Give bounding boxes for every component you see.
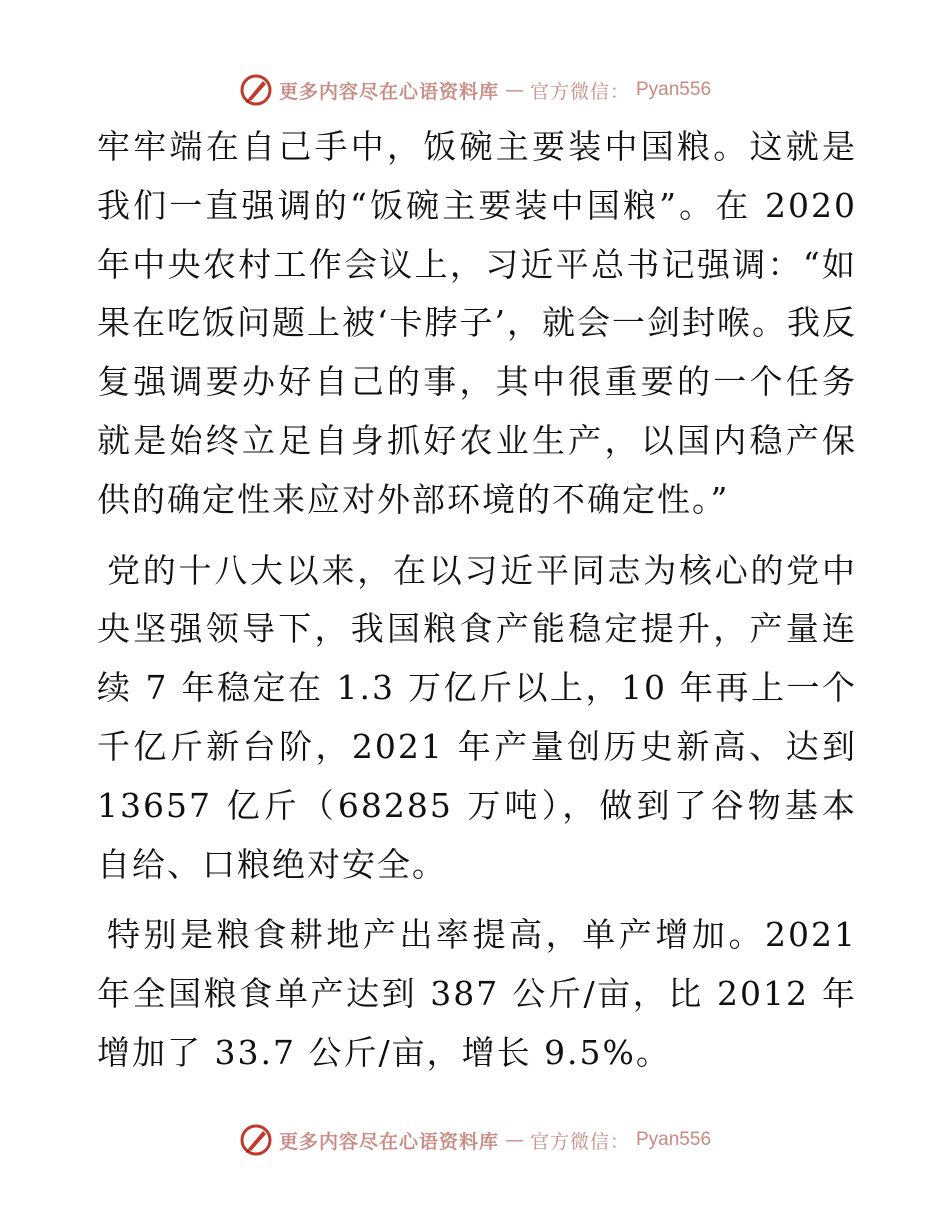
document-body (97, 118, 857, 1083)
watermark-main-text: 更多内容尽在心语资料库 (278, 80, 499, 103)
paragraph-1: 牢牢端在自己手中，饭碗主要装中国粮。这就是我们一直强调的“饭碗主要装中国粮”。在 2020 年中央农村工作会议上，习近平总书记强调：“如果在吃饭问题上被‘卡脖子’，就会一剑封喉。我反复强调要办好自己的事，其中很重要的一个任务就是始终立足自身抓好农业生产，以国内稳产保供的确定性来应对外部环境的不确定性。” (97, 127, 857, 519)
quill-pen-logo-icon (239, 73, 273, 107)
watermark-account: Pyan556 (636, 1129, 712, 1150)
quill-pen-logo-icon (239, 1123, 273, 1157)
paragraph-3: 特别是粮食耕地产出率提高，单产增加。2021 年全国粮食单产达到 387 公斤/亩，比 2012 年增加了 33.7 公斤/亩，增长 9.5%。 (97, 915, 857, 1072)
watermark-main-text: 更多内容尽在心语资料库 (278, 1130, 499, 1153)
watermark-account: Pyan556 (636, 79, 712, 100)
watermark-separator: — (504, 1129, 524, 1151)
paragraph-2: 党的十八大以来，在以习近平同志为核心的党中央坚强领导下，我国粮食产能稳定提升，产量连续 7 年稳定在 1.3 万亿斤以上，10 年再上一个千亿斤新台阶，2021 年产量创历史新高、达到 13657 亿斤（68285 万吨），做到了谷物基本自给、口粮绝对安全。 (97, 550, 857, 884)
watermark-sub-text: 官方微信： (529, 1130, 630, 1153)
header-watermark (0, 70, 950, 110)
watermark-sub-text: 官方微信： (529, 80, 630, 103)
watermark-separator: — (504, 79, 524, 101)
footer-watermark (0, 1120, 950, 1160)
